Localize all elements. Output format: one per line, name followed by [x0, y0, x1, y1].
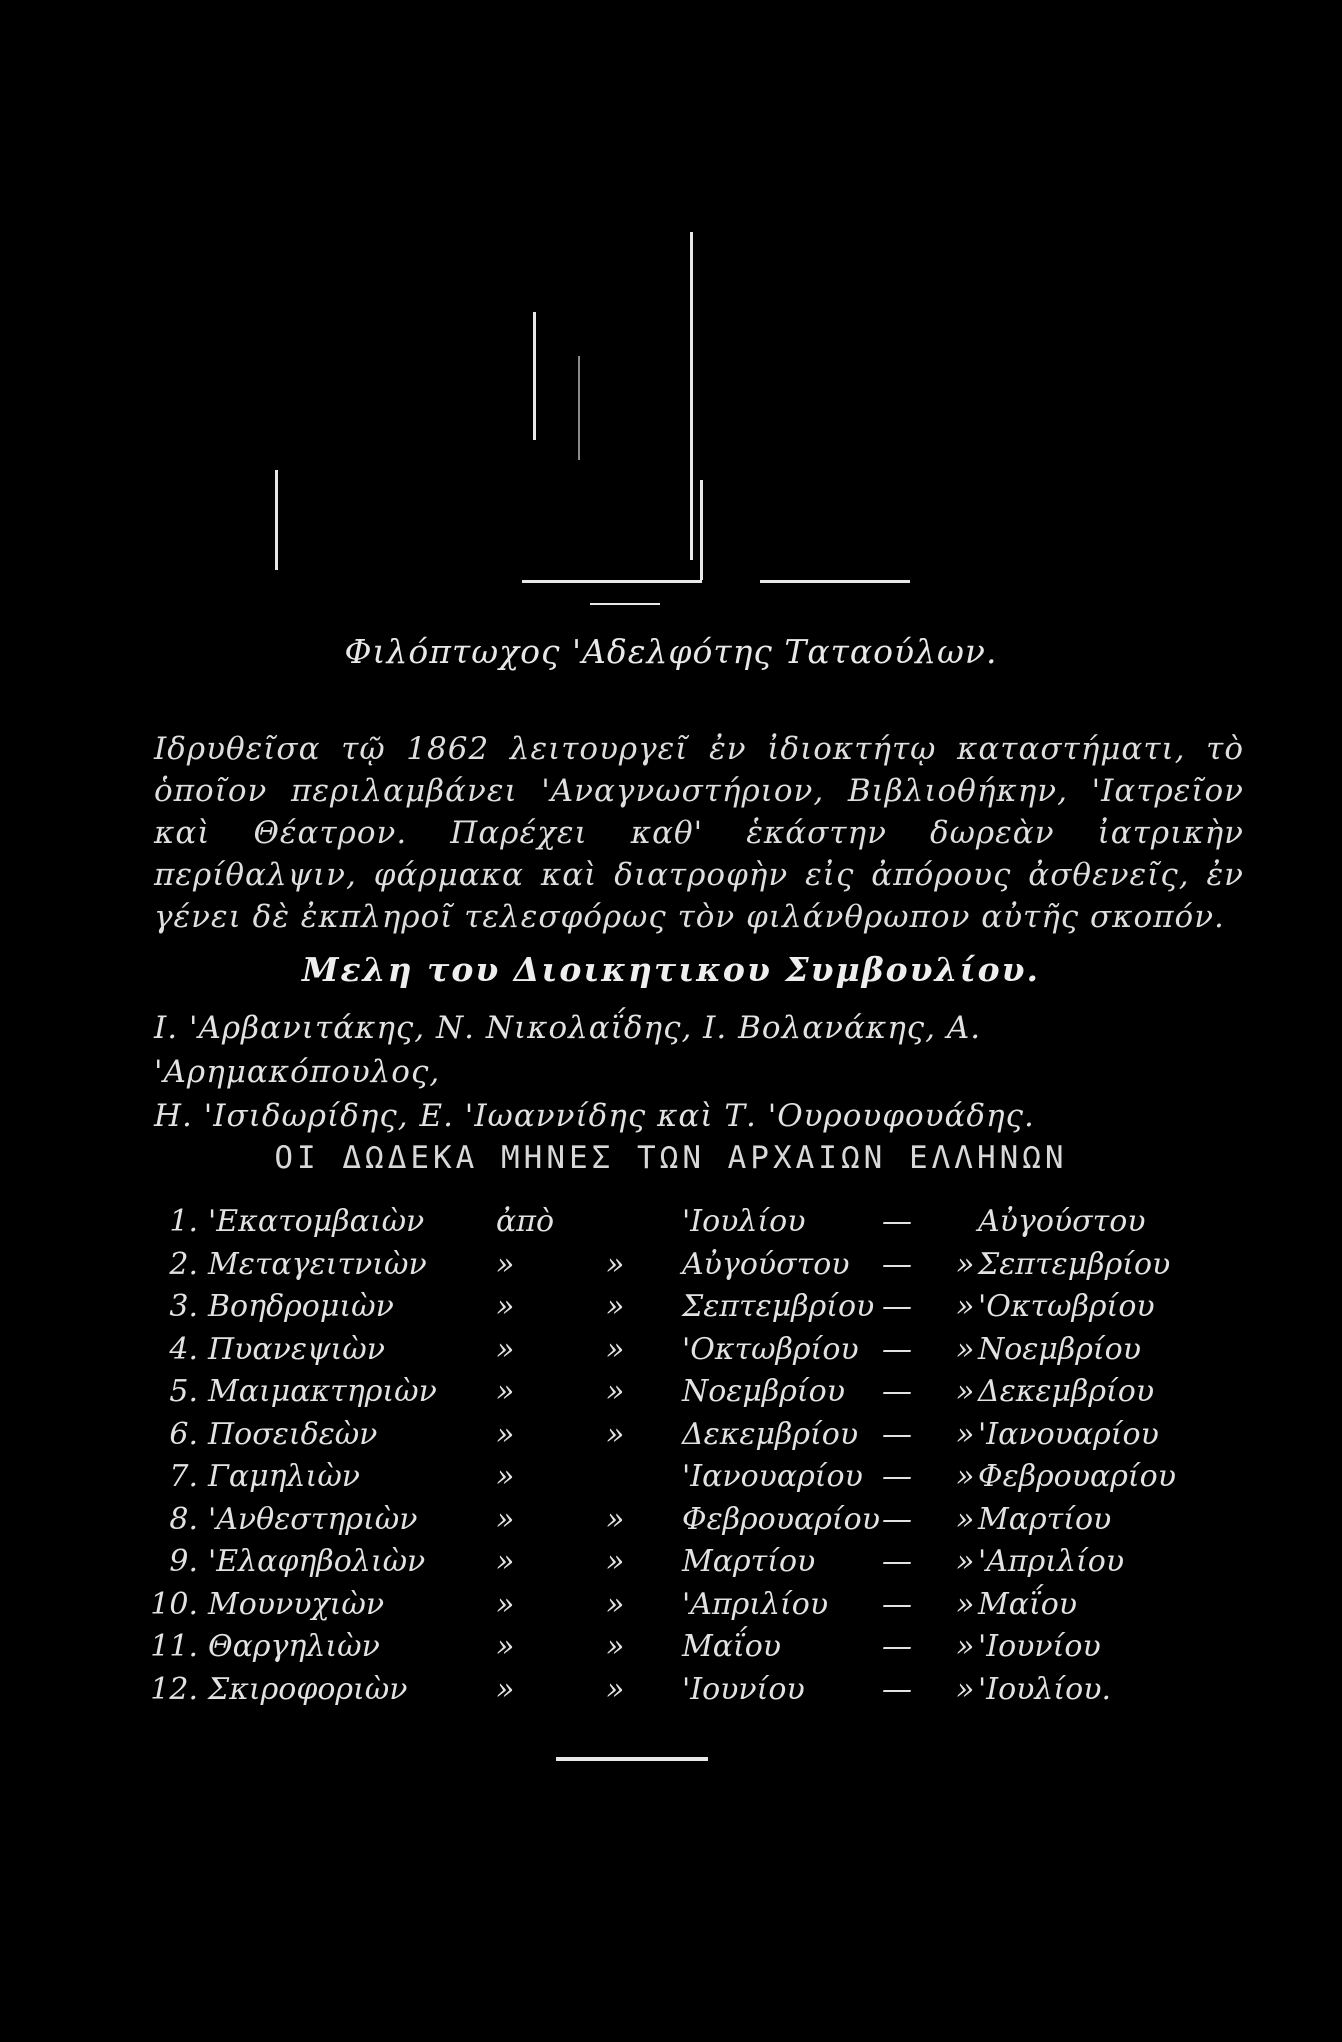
month-number: 4.	[169, 1331, 198, 1367]
ditto-mark: »	[606, 1671, 625, 1707]
ditto-mark: »	[956, 1246, 975, 1282]
month-start: 'Απριλίου	[682, 1586, 829, 1622]
ditto-mark: »	[956, 1501, 975, 1537]
month-number: 10.	[150, 1586, 198, 1622]
decorative-rule-4	[275, 470, 278, 570]
month-number: 5.	[169, 1374, 198, 1409]
month-row	[150, 1672, 1200, 1715]
council-members-line-1: Ι. 'Αρβανιτάκης, Ν. Νικολαΐδης, Ι. Βολανάκης, Α. 'Αρημακόπουλος,	[154, 1010, 982, 1090]
ditto-mark: »	[956, 1459, 975, 1494]
dash: —	[882, 1374, 912, 1409]
month-name: Μεταγειτνιὼν	[208, 1246, 427, 1282]
month-end: Φεβρουαρίου	[978, 1459, 1176, 1494]
month-end: 'Ιουλίου.	[978, 1671, 1112, 1707]
month-name: Ποσειδεὼν	[208, 1416, 378, 1452]
ditto-mark: »	[956, 1331, 975, 1367]
month-start: 'Ιανουαρίου	[682, 1459, 863, 1494]
months-heading: ΟΙ ΔΩΔΕΚΑ ΜΗΝΕΣ ΤΩΝ ΑΡΧΑΙΩΝ ΕΛΛΗΝΩΝ	[274, 1140, 1068, 1176]
month-from: »	[496, 1374, 515, 1409]
ditto-mark: »	[956, 1671, 975, 1707]
month-row	[150, 1417, 1200, 1460]
month-start: Μαΐου	[682, 1629, 782, 1664]
month-name: Σκιροφοριὼν	[208, 1671, 408, 1707]
ditto-mark: »	[606, 1289, 625, 1324]
month-number: 3.	[169, 1289, 198, 1324]
ditto-mark: »	[606, 1374, 625, 1409]
council-members	[154, 1006, 1254, 1138]
ditto-mark: »	[606, 1586, 625, 1622]
month-from: »	[496, 1331, 515, 1367]
month-name: 'Ανθεστηριὼν	[208, 1501, 418, 1537]
month-row	[150, 1374, 1200, 1417]
months-table	[150, 1204, 1200, 1714]
dash: —	[882, 1671, 912, 1707]
ditto-mark: »	[606, 1331, 625, 1367]
month-from: ἀπὸ	[496, 1204, 555, 1239]
month-row	[150, 1289, 1200, 1332]
month-row	[150, 1502, 1200, 1545]
month-from: »	[496, 1246, 515, 1282]
month-start: Δεκεμβρίου	[682, 1416, 859, 1452]
decorative-rule-1	[690, 232, 693, 560]
month-name: Βοηδρομιὼν	[208, 1289, 394, 1324]
month-name: Μουνυχιὼν	[208, 1586, 385, 1622]
dash: —	[882, 1501, 912, 1537]
decorative-rule-3	[578, 356, 580, 460]
intro-paragraph: Ιδρυθεῖσα τῷ 1862 λειτουργεῖ ἐν ἰδιοκτήτῳ καταστήματι, τὸ ὁποῖον περιλαμβάνει 'Αναγνωστήριον, Βιβλιοθήκην, 'Ιατρεῖον καὶ Θέατρον. Παρέχει καθ' ἑκάστην δωρεὰν ἰατρικὴν περίθαλψιν, φάρμακα καὶ διατροφὴν εἰς ἀπόρους ἀσθενεῖς, ἐν γένει δὲ ἐκπληροῖ τελεσφόρως τὸν φιλάνθρωπον αὐτῆς σκοπόν.	[154, 731, 1244, 935]
page-title: Φιλόπτωχος 'Αδελφότης Ταταούλων.	[344, 632, 998, 671]
ditto-mark: »	[606, 1501, 625, 1537]
month-number: 2.	[169, 1246, 198, 1282]
month-start: Αὐγούστου	[682, 1246, 850, 1282]
month-end: Μαρτίου	[978, 1501, 1112, 1537]
month-number: 1.	[169, 1204, 198, 1239]
month-name: 'Εκατομβαιὼν	[208, 1204, 425, 1239]
month-start: Φεβρουαρίου	[682, 1501, 880, 1537]
dash: —	[882, 1289, 912, 1324]
ditto-mark: »	[956, 1416, 975, 1452]
month-row	[150, 1204, 1200, 1247]
month-name: Μαιμακτηριὼν	[208, 1374, 437, 1409]
month-end: Σεπτεμβρίου	[978, 1246, 1171, 1282]
dash: —	[882, 1416, 912, 1452]
month-row	[150, 1629, 1200, 1672]
ditto-mark: »	[956, 1586, 975, 1622]
closing-rule	[556, 1757, 708, 1761]
month-row	[150, 1587, 1200, 1630]
ditto-mark: »	[606, 1416, 625, 1452]
month-name: Γαμηλιὼν	[208, 1459, 361, 1494]
dash: —	[882, 1204, 912, 1239]
month-from: »	[496, 1629, 515, 1664]
month-end: Μαΐου	[978, 1586, 1078, 1622]
month-number: 9.	[169, 1544, 198, 1579]
ditto-mark: »	[956, 1629, 975, 1664]
dash: —	[882, 1629, 912, 1664]
month-end: 'Απριλίου	[978, 1544, 1125, 1579]
month-from: »	[496, 1671, 515, 1707]
month-start: 'Ιουλίου	[682, 1204, 806, 1239]
month-end: 'Ιανουαρίου	[978, 1416, 1159, 1452]
decorative-rule-7	[760, 580, 910, 583]
dash: —	[882, 1586, 912, 1622]
council-heading: Μελη του Διοικητικου Συμβουλίου.	[301, 950, 1041, 989]
dash: —	[882, 1544, 912, 1579]
ditto-mark: »	[956, 1544, 975, 1579]
month-name: 'Ελαφηβολιὼν	[208, 1544, 426, 1579]
month-row	[150, 1247, 1200, 1290]
month-number: 12.	[150, 1671, 198, 1707]
month-from: »	[496, 1416, 515, 1452]
month-number: 11.	[150, 1629, 198, 1664]
month-end: Αὐγούστου	[978, 1204, 1146, 1239]
month-from: »	[496, 1544, 515, 1579]
month-start: Νοεμβρίου	[682, 1374, 845, 1409]
month-row	[150, 1459, 1200, 1502]
month-start: 'Οκτωβρίου	[682, 1331, 859, 1367]
month-end: Νοεμβρίου	[978, 1331, 1141, 1367]
month-number: 8.	[169, 1501, 198, 1537]
decorative-rule-8	[590, 603, 660, 605]
month-start: 'Ιουνίου	[682, 1671, 805, 1707]
decorative-rule-2	[533, 312, 536, 440]
month-end: 'Ιουνίου	[978, 1629, 1101, 1664]
month-end: Δεκεμβρίου	[978, 1374, 1155, 1409]
month-name: Πυανεψιὼν	[208, 1331, 385, 1367]
month-from: »	[496, 1501, 515, 1537]
ditto-mark: »	[956, 1289, 975, 1324]
ditto-mark: »	[606, 1246, 625, 1282]
month-from: »	[496, 1289, 515, 1324]
month-from: »	[496, 1586, 515, 1622]
month-start: Μαρτίου	[682, 1544, 816, 1579]
decorative-rule-6	[522, 580, 702, 583]
dash: —	[882, 1459, 912, 1494]
ditto-mark: »	[606, 1544, 625, 1579]
month-start: Σεπτεμβρίου	[682, 1289, 875, 1324]
dash: —	[882, 1246, 912, 1282]
decorative-rule-5	[700, 480, 703, 580]
month-end: 'Οκτωβρίου	[978, 1289, 1155, 1324]
ditto-mark: »	[606, 1629, 625, 1664]
dash: —	[882, 1331, 912, 1367]
ditto-mark: »	[956, 1374, 975, 1409]
month-number: 6.	[169, 1416, 198, 1452]
council-members-line-2: Η. 'Ισιδωρίδης, Ε. 'Ιωαννίδης καὶ Τ. 'Ουρουφουάδης.	[154, 1098, 1035, 1134]
month-name: Θαργηλιὼν	[208, 1629, 380, 1664]
month-row	[150, 1332, 1200, 1375]
month-row	[150, 1544, 1200, 1587]
month-number: 7.	[169, 1459, 198, 1494]
month-from: »	[496, 1459, 515, 1494]
